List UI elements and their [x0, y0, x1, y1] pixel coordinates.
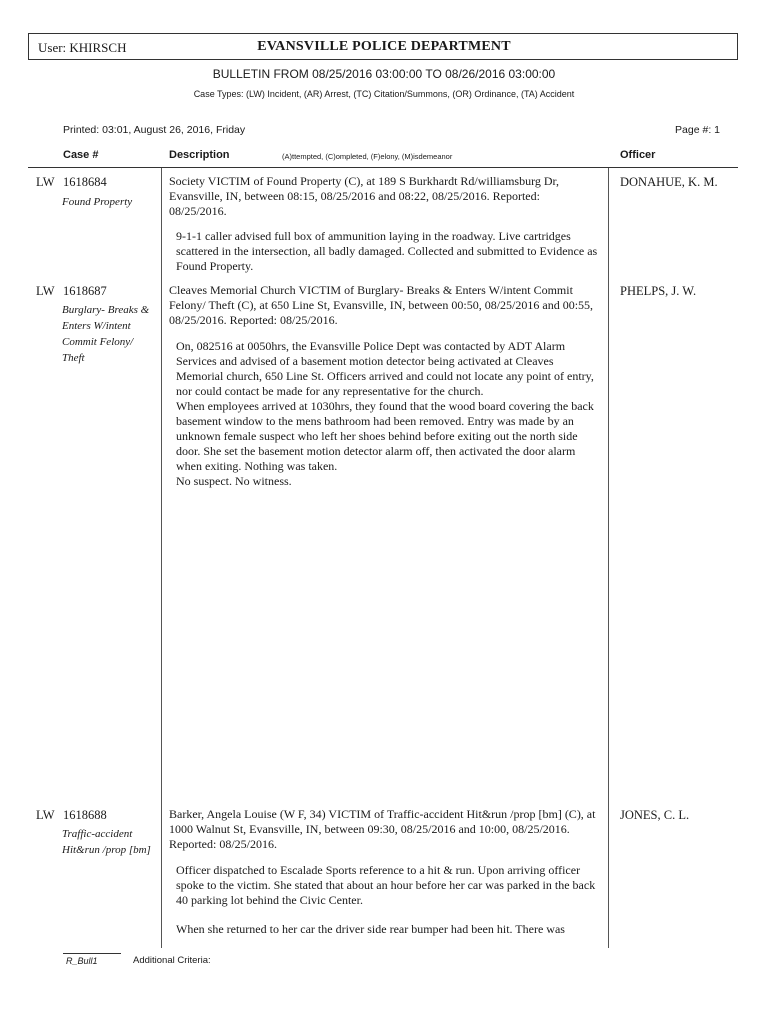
department-title: EVANSVILLE POLICE DEPARTMENT	[257, 39, 511, 54]
entry-summary: Society VICTIM of Found Property (C), at 189 S Burkhardt Rd/williamsburg Dr, Evansville, IN, between 08:15, 08/25/2016 and 08:22, 08/25/2016. Reported: 08/25/2016.	[169, 174, 560, 218]
report-id: R_Bull1	[66, 956, 98, 966]
column-header-case: Case #	[63, 149, 99, 161]
case-types-legend: Case Types: (LW) Incident, (AR) Arrest, (TC) Citation/Summons, (OR) Ordinance, (TA) Accident	[193, 89, 575, 99]
column-divider-left	[161, 168, 162, 948]
printed-timestamp: Printed: 03:01, August 26, 2016, Friday	[63, 124, 246, 136]
header-divider	[28, 167, 738, 168]
entry-category: Traffic-accident Hit&run /prop [bm]	[62, 828, 151, 856]
narrative-paragraph: On, 082516 at 0050hrs, the Evansville Police Dept was contacted by ADT Alarm Services and advised of a basement motion detector being activated at Cleaves Memorial church, 650 Line St. Officers arrived and could not locate any point of entry, nor could contact be made for any representative for the church.	[176, 339, 594, 398]
column-header-legend: (A)ttempted, (C)ompleted, (F)elony, (M)isdemeanor	[282, 152, 453, 161]
entry-summary: Barker, Angela Louise (W F, 34) VICTIM of Traffic-accident Hit&run /prop [bm] (C), at 1000 Walnut St, Evansville, IN, between 09:30, 08/25/2016 and 10:00, 08/25/2016. Reported: 08/25/2016.	[169, 807, 596, 851]
entry-case-type: LW	[36, 175, 55, 189]
entry-case-number: 1618684	[63, 175, 107, 189]
entry-narrative	[176, 339, 601, 489]
bulletin-range: BULLETIN FROM 08/25/2016 03:00:00 TO 08/26/2016 03:00:00	[212, 67, 556, 81]
entry-category: Burglary- Breaks & Enters W/intent Commit Felony/ Theft	[62, 304, 150, 364]
narrative-paragraph: When she returned to her car the driver side rear bumper had been hit. There was	[176, 922, 565, 936]
column-divider-right	[608, 168, 609, 948]
user-label: User: KHIRSCH	[38, 40, 127, 55]
entry-narrative	[176, 863, 601, 937]
additional-criteria: Additional Criteria:	[133, 955, 211, 966]
entry-officer: JONES, C. L.	[620, 808, 690, 822]
entry-category: Found Property	[62, 196, 133, 208]
entry-case-type: LW	[36, 284, 55, 298]
entry-case-type: LW	[36, 808, 55, 822]
footer-divider	[63, 953, 121, 954]
entry-officer: DONAHUE, K. M.	[620, 175, 718, 189]
narrative-paragraph: No suspect. No witness.	[176, 474, 292, 488]
entry-case-number: 1618687	[63, 284, 107, 298]
column-header-officer: Officer	[620, 149, 656, 161]
narrative-paragraph: Officer dispatched to Escalade Sports reference to a hit & run. Upon arriving officer spoke to the victim. She stated that about an hour before her car was parked in the back 40 parking lot behind the Civic Center.	[176, 863, 596, 907]
column-header-description: Description	[169, 149, 230, 161]
entry-case-number: 1618688	[63, 808, 107, 822]
narrative-paragraph: 9-1-1 caller advised full box of ammunition laying in the roadway. Live cartridges scattered in the intersection, all badly damaged. Collected and submitted to Evidence as Found Property.	[176, 229, 598, 273]
page-number: Page #: 1	[675, 124, 720, 136]
entry-summary: Cleaves Memorial Church VICTIM of Burglary- Breaks & Enters W/intent Commit Felony/ Theft (C), at 650 Line St, Evansville, IN, between 00:50, 08/25/2016 and 00:55, 08/25/2016. Reported: 08/25/2016.	[169, 283, 594, 327]
narrative-paragraph: When employees arrived at 1030hrs, they found that the wood board covering the back basement window to the mens bathroom had been removed. Entry was made by an unknown female suspect who left her shoes behind before exiting out the north side door. She set the basement motion detector alarm off, then activated the door alarm when exiting. Nothing was taken.	[176, 399, 594, 473]
entry-narrative	[176, 229, 601, 274]
entry-officer: PHELPS, J. W.	[620, 284, 697, 298]
